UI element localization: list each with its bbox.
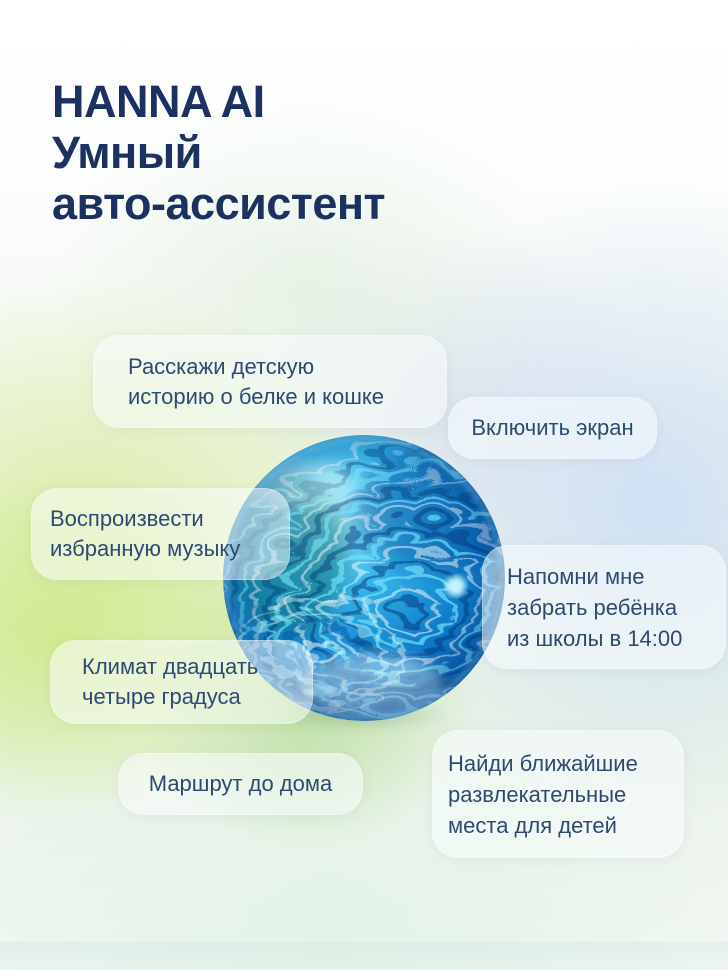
title-line-smart: Умный (52, 127, 202, 178)
voice-command-bubble-kids-places (432, 730, 684, 858)
voice-command-bubble-climate (50, 640, 313, 724)
voice-command-bubble-music (31, 488, 290, 580)
voice-command-bubble-screen-on (448, 397, 657, 459)
voice-command-bubble-route-home (118, 753, 363, 815)
bubble-text-line: Найди ближайшие (448, 750, 638, 776)
bubble-text-line: Напомни мне (507, 563, 645, 589)
title-line-brand: HANNA AI (52, 76, 265, 127)
bubble-text-line: историю о белке и кошке (128, 383, 385, 409)
bubble-text-line: места для детей (448, 812, 617, 838)
bubble-text-line: Расскажи детскую (128, 353, 315, 379)
voice-command-bubble-story (93, 335, 447, 428)
bubble-text-line: избранную музыку (50, 536, 241, 561)
bubble-text-line: развлекательные (448, 781, 627, 807)
floor-reflection-band (0, 942, 728, 970)
page-title (52, 76, 385, 229)
bubble-text-line: Климат двадцать (82, 654, 259, 679)
voice-command-bubble-reminder (482, 545, 726, 669)
title-line-assistant: авто-ассистент (52, 178, 386, 229)
bubble-text-line: Включить экран (471, 415, 634, 440)
bubble-text-line: четыре градуса (82, 684, 241, 709)
bubble-text-line: забрать ребёнка (507, 594, 678, 620)
bubble-text-line: Маршрут до дома (148, 771, 333, 796)
bubble-text-line: из школы в 14:00 (507, 625, 683, 651)
bubble-text-line: Воспроизвести (50, 506, 204, 531)
